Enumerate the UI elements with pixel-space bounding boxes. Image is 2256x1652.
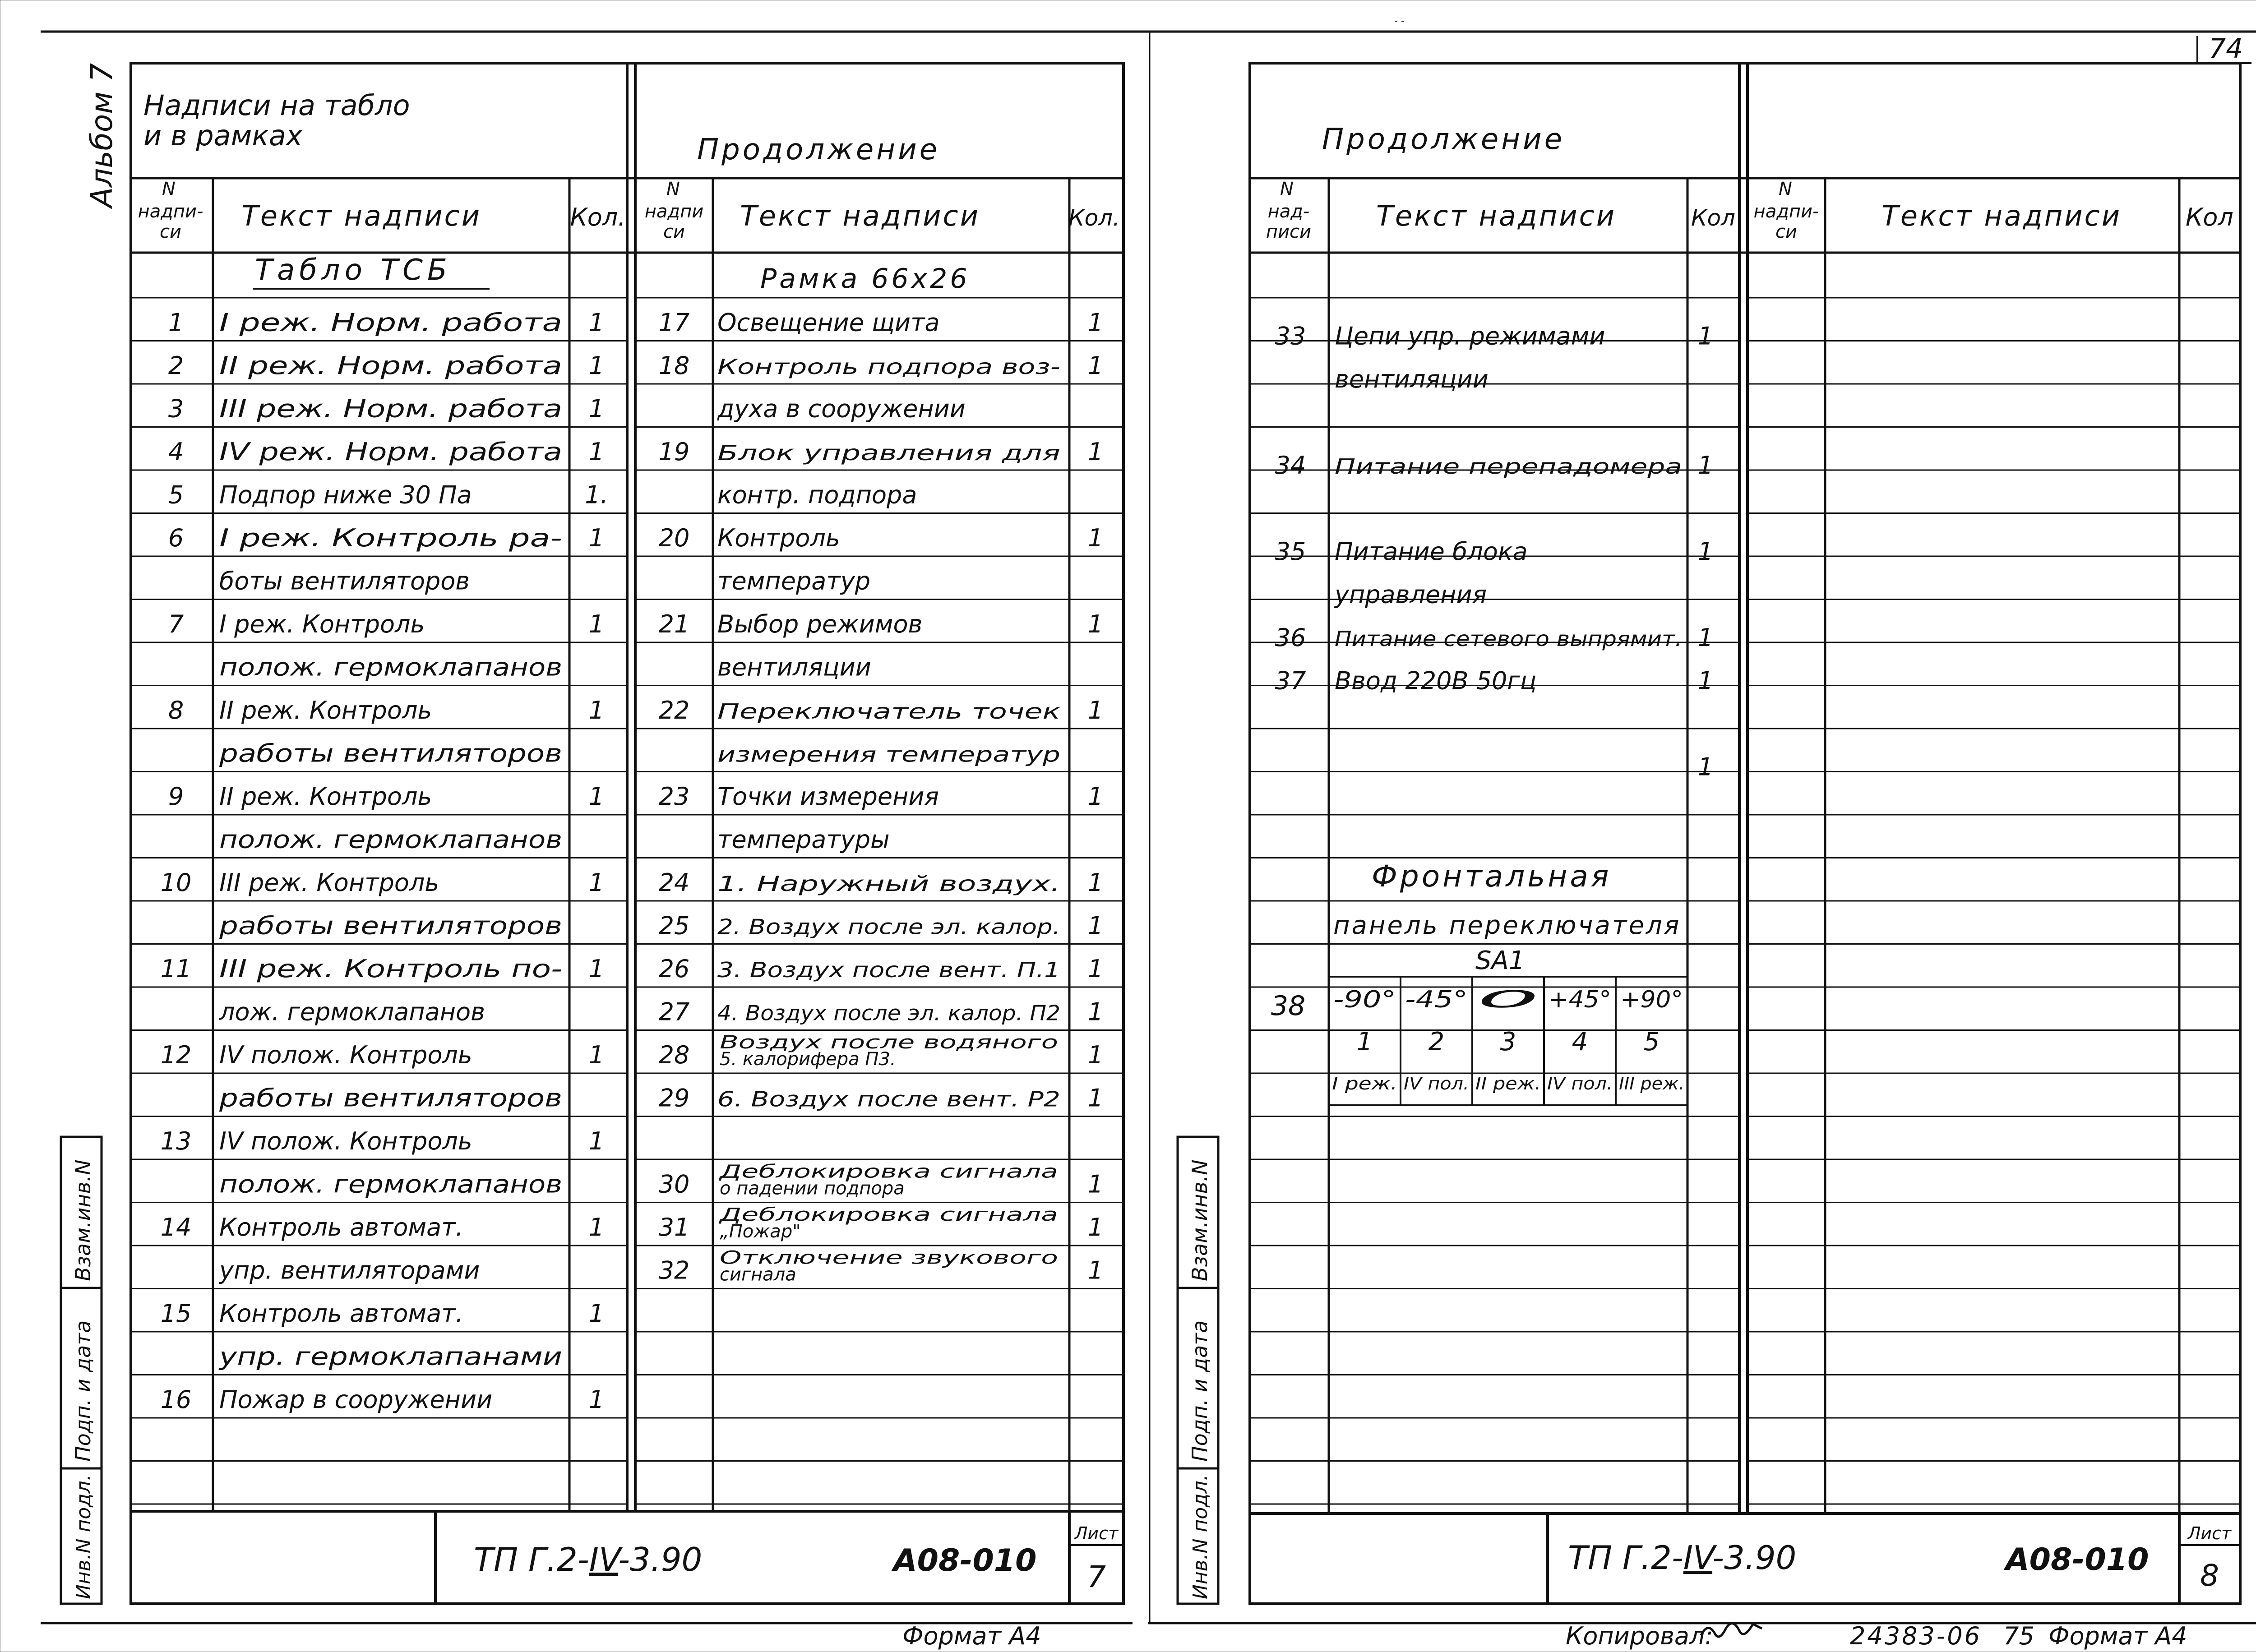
row-qty: 1	[1697, 752, 1714, 781]
format-label: Формат А4	[2048, 1622, 2187, 1650]
table-row	[659, 998, 1104, 1026]
row-number: 28	[658, 1041, 690, 1069]
col-text-header: Текст надписи	[1376, 199, 1616, 232]
switch-mode: II реж.	[1475, 1074, 1541, 1094]
row-text: лож. гермоклапанов	[219, 997, 485, 1026]
table-row	[168, 524, 604, 552]
row-text: III реж. Контроль по-	[219, 955, 562, 983]
row-text: Переключатель точек	[717, 699, 1061, 724]
stamp-sheet-number: 7	[1087, 1560, 1106, 1594]
row-text: I реж. Норм. работа	[219, 308, 562, 337]
stamp-doc-number: А08-010	[2006, 1542, 2149, 1578]
table-row	[659, 1032, 1104, 1070]
side-field-replace: Взам.инв.N	[1188, 1159, 1212, 1281]
table-row	[659, 438, 1104, 466]
row-qty: 1	[1087, 351, 1104, 380]
table-row	[168, 610, 604, 638]
stamp-doc-code: ТП Г.2-IV-3.90	[1568, 1539, 1797, 1577]
table-rows-a	[161, 309, 608, 1414]
table-row	[717, 567, 870, 595]
switch-position	[1547, 986, 1613, 1094]
order-number: 24383-06	[1850, 1622, 1982, 1650]
table-row	[1275, 322, 1714, 351]
copied-by-label: Копировал:	[1566, 1622, 1713, 1650]
row-text: 1. Наружный воздух.	[717, 872, 1060, 896]
panel-title-switch: SA1	[1475, 946, 1525, 975]
panel-title: панель переключателя	[1333, 911, 1681, 940]
copy-number: 75	[2003, 1622, 2034, 1650]
row-text: Выбор режимов	[717, 610, 923, 638]
row-text: полож. гермоклапанов	[219, 1170, 562, 1199]
row-text-line: Деблокировка сигнала	[718, 1204, 1058, 1225]
row-qty: 1	[1087, 782, 1104, 811]
row-text: полож. гермоклапанов	[219, 825, 562, 854]
row-qty: 1	[588, 868, 605, 897]
row-number: 8	[168, 696, 184, 724]
row-qty: 1	[1087, 1041, 1104, 1069]
row-number: 30	[658, 1170, 690, 1199]
row-qty: 1	[1087, 524, 1104, 552]
table-row	[1335, 365, 1489, 393]
row-text: Подпор ниже 30 Па	[219, 480, 472, 509]
row-number: 15	[160, 1299, 192, 1328]
row-number: 29	[658, 1084, 690, 1112]
right-sheet	[1178, 63, 2240, 1650]
switch-mode: IV пол.	[1404, 1074, 1469, 1094]
table-row	[1275, 537, 1714, 566]
row-text: I реж. Контроль ра-	[219, 524, 562, 552]
row-number: 18	[658, 351, 690, 380]
col-no-header: писи	[1266, 221, 1312, 242]
row-qty: 1	[1087, 1170, 1104, 1199]
row-qty: 1	[588, 610, 605, 638]
table-row	[717, 653, 871, 682]
row-number: 11	[160, 955, 192, 983]
side-field-sign-date: Подп. и дата	[1188, 1320, 1212, 1462]
right-frame	[1250, 63, 2240, 1604]
row-qty: 1	[1697, 322, 1714, 351]
row-qty: 1	[1087, 997, 1104, 1026]
row-qty: 1	[1087, 868, 1104, 897]
switch-position-grid	[1329, 977, 1687, 1105]
col-text-header: Текст надписи	[241, 199, 481, 232]
row-number: 7	[168, 610, 184, 638]
col-no-header: надпи	[644, 201, 704, 222]
row-qty: 1	[1697, 623, 1714, 652]
switch-angle: -90°	[1333, 986, 1396, 1013]
row-qty: 1	[1087, 1256, 1104, 1285]
table-rows-b	[659, 309, 1104, 1285]
table-row	[717, 826, 890, 854]
table-row	[218, 1343, 562, 1371]
row-qty: 1	[588, 696, 605, 724]
row-text: Цепи упр. режимами	[1335, 322, 1605, 351]
right-row-lines	[1250, 298, 2240, 1504]
row-text: Питание блока	[1335, 537, 1528, 566]
switch-index: 4	[1572, 1027, 1588, 1057]
row-number: 4	[168, 438, 184, 466]
col-no-header: N	[162, 179, 176, 199]
left-heading-line2: и в рамках	[143, 119, 303, 152]
row-text: II реж. Контроль	[219, 696, 432, 724]
row-number: 31	[658, 1213, 690, 1241]
format-label: Формат А4	[902, 1622, 1041, 1650]
row-qty: 1	[1087, 1084, 1104, 1112]
row-number: 32	[658, 1256, 690, 1285]
switch-mode: IV пол.	[1547, 1074, 1613, 1094]
row-text: работы вентиляторов	[218, 1084, 562, 1112]
fold-mark: - -	[1394, 16, 1405, 27]
table-row	[659, 912, 1104, 940]
row-text: упр. вентиляторами	[219, 1256, 480, 1285]
table-row	[219, 826, 562, 854]
switch-row-number: 38	[1271, 990, 1306, 1022]
table-row	[659, 524, 1104, 552]
switch-angle: 0	[1477, 986, 1539, 1013]
row-number: 25	[658, 911, 690, 940]
row-text-line: Воздух после водяного	[720, 1032, 1058, 1053]
col-no-header: си	[160, 221, 181, 242]
stamp-sheet-number: 8	[2200, 1558, 2219, 1593]
row-qty: 1	[588, 394, 605, 423]
row-number: 26	[658, 955, 690, 983]
table-row	[659, 1248, 1104, 1285]
row-text: 3. Воздух после вент. П.1	[717, 958, 1060, 982]
row-text: II реж. Норм. работа	[219, 351, 562, 380]
col-no-header: си	[1775, 221, 1797, 242]
row-qty: 1	[1087, 610, 1104, 638]
row-qty: 1	[588, 524, 605, 552]
row-text: Блок управления для	[717, 441, 1060, 465]
col-no-header: N	[666, 179, 680, 199]
row-number: 27	[658, 997, 690, 1026]
col-qty-header: Кол.	[570, 203, 626, 231]
table-row	[659, 782, 1104, 811]
row-text-line: „Пожар"	[720, 1221, 801, 1242]
table-row	[219, 912, 562, 940]
row-text: Контроль автомат.	[219, 1213, 463, 1241]
table-row	[168, 438, 604, 466]
row-text-line: 5. калорифера П3.	[720, 1049, 896, 1070]
row-number: 17	[658, 308, 690, 337]
row-number: 14	[160, 1213, 192, 1241]
table-row	[161, 1213, 605, 1241]
table-row	[168, 351, 604, 380]
row-text: температуры	[717, 825, 890, 854]
table-row	[219, 567, 470, 595]
panel-title: Фронтальная	[1372, 859, 1612, 894]
col-qty-header: Кол	[1691, 205, 1736, 231]
row-qty: 1	[1087, 911, 1104, 940]
row-qty: 1	[1087, 438, 1104, 466]
table-row	[161, 1041, 605, 1069]
row-qty: 1	[1697, 666, 1714, 695]
table-row	[168, 395, 604, 423]
row-number: 12	[160, 1041, 192, 1069]
table-row	[659, 1084, 1104, 1112]
left-sheet	[61, 63, 1123, 1650]
col-no-header: надпи-	[1753, 201, 1819, 222]
switch-angle: -45°	[1405, 986, 1468, 1013]
table-row	[659, 1204, 1104, 1242]
table-row	[219, 1170, 562, 1199]
row-qty: 1	[588, 351, 605, 380]
row-qty: 1	[588, 1127, 605, 1155]
row-number: 34	[1275, 451, 1306, 480]
stamp-sheet-label: Лист	[2187, 1523, 2232, 1543]
row-text: измерения температур	[717, 742, 1060, 767]
table-row	[161, 1127, 605, 1155]
row-text: III реж. Норм. работа	[219, 394, 562, 423]
row-text: IV реж. Норм. работа	[219, 438, 562, 466]
row-text: IV полож. Контроль	[219, 1127, 472, 1155]
row-qty: 1.	[585, 480, 608, 509]
row-number: 36	[1275, 623, 1306, 652]
row-number: 13	[160, 1127, 192, 1155]
row-text: Питание перепадомера	[1335, 454, 1682, 479]
table-row	[219, 998, 485, 1026]
switch-angle: +45°	[1549, 986, 1611, 1013]
row-text: полож. гермоклапанов	[219, 653, 562, 682]
table-row	[659, 955, 1104, 983]
row-text: работы вентиляторов	[218, 739, 562, 768]
row-qty: 1	[1087, 308, 1104, 337]
table-row	[1698, 753, 1713, 781]
table-row	[161, 955, 605, 983]
table-row	[168, 309, 604, 337]
row-qty: 1	[588, 1041, 605, 1069]
col-no-header: надпи-	[138, 201, 203, 222]
table-row	[168, 782, 604, 811]
row-number: 37	[1275, 666, 1306, 695]
col-no-header: над-	[1267, 201, 1310, 222]
row-qty: 1	[1087, 696, 1104, 724]
row-number: 33	[1275, 322, 1306, 351]
table-row	[659, 696, 1104, 724]
row-qty: 1	[588, 1385, 605, 1414]
row-text: Освещение щита	[717, 308, 940, 337]
switch-mode: III реж.	[1619, 1074, 1684, 1094]
row-qty: 1	[588, 955, 605, 983]
row-text: I реж. Контроль	[219, 610, 425, 638]
table-row	[161, 1299, 605, 1328]
row-qty: 1	[1697, 451, 1714, 480]
table-row	[219, 653, 562, 682]
row-number: 3	[168, 394, 184, 423]
col-no-header: N	[1280, 179, 1294, 199]
left-heading-continuation: Продолжение	[697, 133, 940, 166]
switch-position	[1332, 986, 1397, 1094]
table-row	[161, 868, 605, 897]
switch-position	[1404, 986, 1469, 1094]
row-text: 2. Воздух после эл. калор.	[717, 914, 1060, 939]
row-text: Пожар в сооружении	[219, 1385, 493, 1414]
col-no-header: N	[1779, 179, 1792, 199]
table-row	[161, 1385, 605, 1414]
row-text: Ввод 220В 50гц	[1335, 666, 1537, 695]
row-text-line: Отключение звукового	[720, 1247, 1058, 1269]
row-text: Контроль автомат.	[219, 1299, 463, 1328]
row-number: 19	[658, 438, 690, 466]
row-text-line: сигнала	[720, 1264, 796, 1285]
left-heading-line1: Надписи на табло	[143, 89, 410, 122]
row-text: управления	[1335, 580, 1487, 609]
row-qty: 1	[1697, 537, 1714, 566]
sheet-number-top	[2197, 33, 2251, 65]
svg-text:74: 74	[2209, 33, 2243, 65]
row-number: 20	[658, 524, 690, 552]
side-field-replace: Взам.инв.N	[71, 1159, 95, 1281]
col-qty-header: Кол.	[1068, 205, 1120, 231]
table-row	[1334, 581, 1487, 609]
table-rows-right	[1275, 322, 1714, 781]
row-number: 10	[160, 868, 192, 897]
table-row	[659, 309, 1104, 337]
switch-index: 1	[1356, 1027, 1373, 1057]
col-qty-header: Кол	[2186, 203, 2233, 231]
row-text: IV полож. Контроль	[219, 1041, 472, 1069]
col-text-header: Текст надписи	[1882, 199, 2122, 232]
row-qty: 1	[588, 782, 605, 811]
row-number: 16	[160, 1385, 192, 1414]
row-number: 2	[168, 351, 184, 380]
row-text-line: о падении подпора	[720, 1178, 905, 1199]
row-number: 5	[168, 480, 184, 509]
table-row	[659, 1162, 1104, 1199]
table-row	[717, 395, 966, 423]
row-number: 9	[168, 782, 184, 811]
row-qty: 1	[588, 1213, 605, 1241]
side-field-sign-date: Подп. и дата	[71, 1320, 95, 1462]
col-text-header: Текст надписи	[740, 199, 980, 232]
stamp-doc-code: ТП Г.2-IV-3.90	[474, 1541, 703, 1578]
table-row	[717, 743, 1060, 767]
side-field-inventory: Инв.N подл.	[72, 1474, 95, 1599]
switch-index: 3	[1500, 1027, 1516, 1057]
row-number: 23	[658, 782, 690, 811]
album-label: Альбом 7	[84, 63, 119, 208]
table-row	[1275, 667, 1714, 695]
row-number: 22	[658, 696, 690, 724]
row-text: боты вентиляторов	[219, 567, 470, 595]
row-qty: 1	[588, 1299, 605, 1328]
switch-position	[1619, 986, 1684, 1094]
row-number: 24	[658, 868, 690, 897]
table-row	[168, 481, 608, 509]
table-row	[1275, 623, 1714, 652]
row-text: Питание сетевого выпрямит.	[1335, 627, 1682, 651]
table-row	[659, 351, 1104, 380]
row-qty: 1	[1087, 1213, 1104, 1241]
row-text: вентиляции	[717, 653, 871, 682]
table-row	[659, 868, 1104, 897]
table-row	[219, 739, 562, 768]
col-no-header: си	[663, 221, 685, 242]
switch-index: 2	[1428, 1027, 1445, 1057]
right-heading: Продолжение	[1322, 123, 1565, 156]
table-row	[219, 1084, 562, 1112]
side-field-inventory: Инв.N подл.	[1189, 1474, 1212, 1599]
stamp-sheet-label: Лист	[1074, 1523, 1119, 1543]
row-text: Контроль подпора воз-	[717, 355, 1060, 379]
row-number: 1	[168, 308, 184, 337]
section-title-frame: Рамка 66x26	[760, 263, 970, 295]
switch-index: 5	[1643, 1027, 1660, 1057]
row-text: Контроль	[717, 524, 840, 552]
stamp-doc-number: А08-010	[893, 1543, 1037, 1578]
row-qty: 1	[1087, 955, 1104, 983]
row-text: температур	[717, 567, 871, 595]
row-number: 35	[1275, 537, 1306, 566]
row-text: 4. Воздух после эл. калор. П2	[717, 1001, 1060, 1025]
row-text: II реж. Контроль	[219, 782, 432, 811]
row-qty: 1	[588, 308, 605, 337]
row-text-line: Деблокировка сигнала	[718, 1161, 1058, 1182]
row-text: упр. гермоклапанами	[218, 1342, 562, 1371]
switch-mode: I реж.	[1332, 1074, 1397, 1094]
table-row	[717, 481, 917, 509]
row-number: 6	[168, 524, 184, 552]
table-row	[168, 696, 604, 724]
row-qty: 1	[588, 438, 605, 466]
row-text: III реж. Контроль	[219, 868, 439, 897]
row-text: духа в сооружении	[717, 394, 966, 423]
table-row	[218, 1256, 480, 1285]
row-text: Точки измерения	[717, 782, 939, 811]
table-row	[1275, 451, 1714, 480]
row-text: 6. Воздух после вент. Р2	[717, 1087, 1060, 1112]
row-text: контр. подпора	[717, 480, 917, 509]
switch-position	[1475, 986, 1541, 1094]
section-title-tsb: Табло ТСБ	[255, 254, 452, 287]
table-row	[659, 610, 1104, 638]
row-number: 21	[658, 610, 690, 638]
switch-angle: +90°	[1620, 986, 1683, 1013]
row-text: работы вентиляторов	[218, 911, 562, 940]
row-text: вентиляции	[1335, 365, 1489, 393]
